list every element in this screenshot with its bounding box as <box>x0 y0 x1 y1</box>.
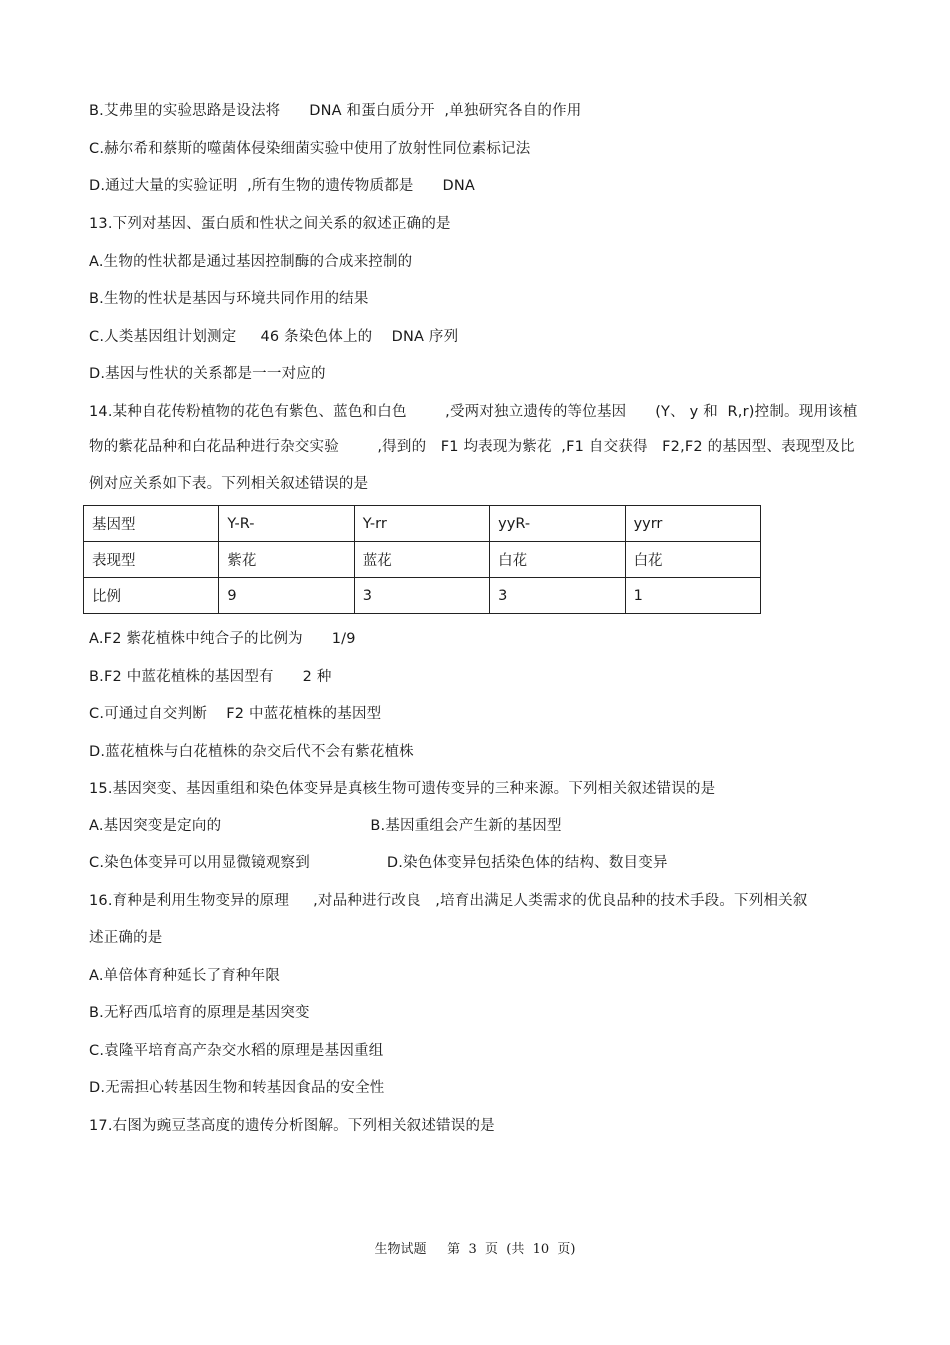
table-cell: 9 <box>219 578 354 614</box>
q14-option-a: A.F2 紫花植株中纯合子的比例为 1/9 <box>89 631 356 647</box>
q14-option-c: C.可通过自交判断 F2 中蓝花植株的基因型 <box>89 706 382 722</box>
page-footer: 生物试题 第 3 页 (共 10 页) <box>374 1242 576 1257</box>
table-cell: Y-R- <box>219 506 354 542</box>
genotype-table <box>83 505 761 614</box>
q16-option-b: B.无籽西瓜培育的原理是基因突变 <box>89 1005 310 1021</box>
option-c-hershey-chase: C.赫尔希和蔡斯的噬菌体侵染细菌实验中使用了放射性同位素标记法 <box>89 141 531 157</box>
table-cell: 1 <box>625 578 760 614</box>
question-13: 13.下列对基因、蛋白质和性状之间关系的叙述正确的是 <box>89 216 451 232</box>
table-cell: yyrr <box>625 506 760 542</box>
table-cell: 3 <box>490 578 625 614</box>
table-cell: 白花 <box>490 542 625 578</box>
question-17: 17.右图为豌豆茎高度的遗传分析图解。下列相关叙述错误的是 <box>89 1118 495 1134</box>
table-cell: 基因型 <box>84 506 219 542</box>
table-cell: 紫花 <box>219 542 354 578</box>
q15-options-cd: C.染色体变异可以用显微镜观察到 D.染色体变异包括染色体的结构、数目变异 <box>89 855 668 871</box>
q14-option-b: B.F2 中蓝花植株的基因型有 2 种 <box>89 669 332 685</box>
option-b-avery: B.艾弗里的实验思路是设法将 DNA 和蛋白质分开 ,单独研究各自的作用 <box>89 103 582 119</box>
q16-option-c: C.袁隆平培育高产杂交水稻的原理是基因重组 <box>89 1043 384 1059</box>
table-cell: 蓝花 <box>354 542 489 578</box>
q13-option-d: D.基因与性状的关系都是一一对应的 <box>89 366 326 382</box>
question-14-line-1: 14.某种自花传粉植物的花色有紫色、蓝色和白色 ,受两对独立遗传的等位基因 (Y、 y 和 R,r)控制。现用该植 <box>89 404 858 420</box>
q14-option-d: D.蓝花植株与白花植株的杂交后代不会有紫花植株 <box>89 744 414 760</box>
question-16-line-1: 16.育种是利用生物变异的原理 ,对品种进行改良 ,培育出满足人类需求的优良品种的技术手段。下列相关叙 <box>89 893 808 909</box>
q13-option-c: C.人类基因组计划测定 46 条染色体上的 DNA 序列 <box>89 329 459 345</box>
table-cell: 白花 <box>625 542 760 578</box>
q16-option-a: A.单倍体育种延长了育种年限 <box>89 968 281 984</box>
q13-option-b: B.生物的性状是基因与环境共同作用的结果 <box>89 291 369 307</box>
table-row <box>84 578 761 614</box>
question-14-line-2: 物的紫花品种和白花品种进行杂交实验 ,得到的 F1 均表现为紫花 ,F1 自交获得 F2,F2 的基因型、表现型及比 <box>89 439 855 455</box>
table-cell: Y-rr <box>354 506 489 542</box>
table-cell: yyR- <box>490 506 625 542</box>
q16-option-d: D.无需担心转基因生物和转基因食品的安全性 <box>89 1080 385 1096</box>
q13-option-a: A.生物的性状都是通过基因控制酶的合成来控制的 <box>89 254 413 270</box>
question-14-line-3: 例对应关系如下表。下列相关叙述错误的是 <box>89 476 369 492</box>
table-row <box>84 542 761 578</box>
q15-options-ab: A.基因突变是定向的 B.基因重组会产生新的基因型 <box>89 818 562 834</box>
table-row <box>84 506 761 542</box>
table-cell: 3 <box>354 578 489 614</box>
question-16-line-2: 述正确的是 <box>89 930 163 946</box>
question-15: 15.基因突变、基因重组和染色体变异是真核生物可遗传变异的三种来源。下列相关叙述错误的是 <box>89 781 716 797</box>
table-cell: 比例 <box>84 578 219 614</box>
table-cell: 表现型 <box>84 542 219 578</box>
option-d-dna: D.通过大量的实验证明 ,所有生物的遗传物质都是 DNA <box>89 178 475 194</box>
